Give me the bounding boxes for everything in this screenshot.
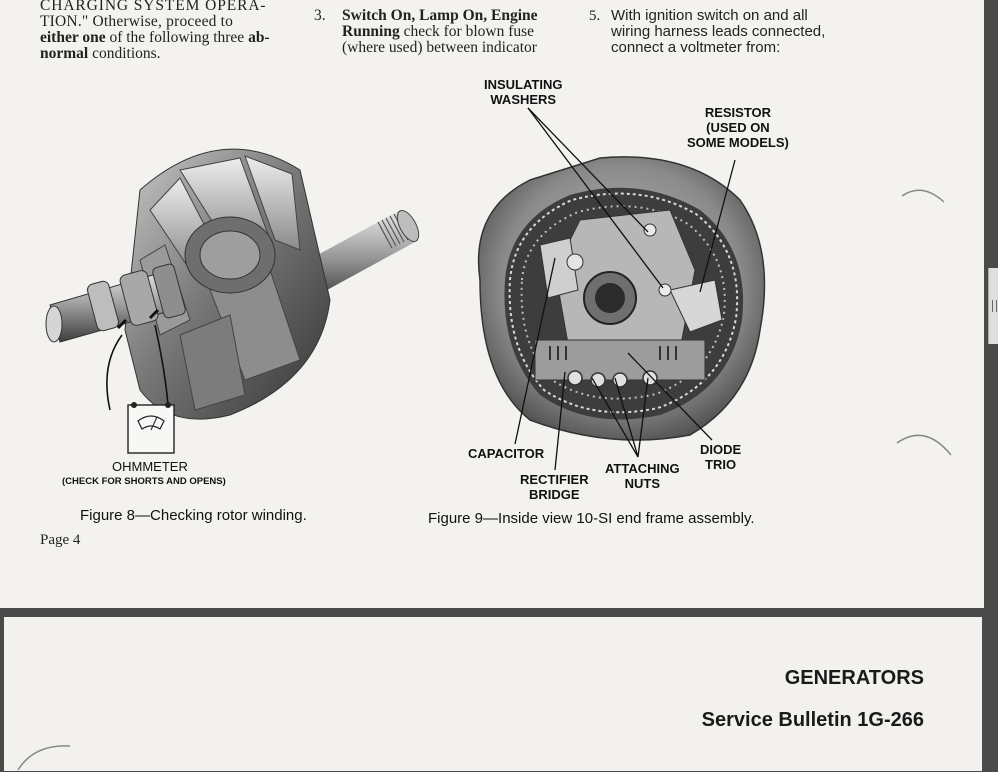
figure-8-caption: Figure 8—Checking rotor winding. xyxy=(80,507,307,524)
figure-9-caption: Figure 9—Inside view 10-SI end frame assembly. xyxy=(428,510,755,527)
text-line: 5. With ignition switch on and all xyxy=(589,7,808,24)
text-line: 3. Switch On, Lamp On, Engine xyxy=(314,7,538,24)
bulletin-number: Service Bulletin 1G-266 xyxy=(701,709,924,731)
label-insulating-washers: INSULATING WASHERS xyxy=(484,77,563,107)
scrollbar-grip-icon[interactable] xyxy=(992,300,997,312)
text-line: wiring harness leads connected, xyxy=(611,23,826,40)
text-line: Running check for blown fuse xyxy=(342,23,535,40)
ohmmeter-sublabel: (CHECK FOR SHORTS AND OPENS) xyxy=(62,476,226,487)
punch-hole-mark xyxy=(14,732,74,772)
text-line: (where used) between indicator xyxy=(342,39,537,56)
text-line: either one of the following three ab- xyxy=(40,29,270,46)
label-capacitor: CAPACITOR xyxy=(468,446,545,461)
text-line: TION." Otherwise, proceed to xyxy=(40,13,234,30)
text-line: connect a voltmeter from: xyxy=(611,39,781,56)
label-diode-trio: DIODE TRIO xyxy=(700,442,742,472)
punch-hole-mark xyxy=(900,182,950,222)
ohmmeter-label: OHMMETER xyxy=(112,459,188,474)
section-title: GENERATORS xyxy=(784,667,924,689)
next-document-page xyxy=(4,617,982,771)
label-attaching-nuts: ATTACHING NUTS xyxy=(605,461,680,491)
page-number: Page 4 xyxy=(40,532,81,548)
text-line: normal conditions. xyxy=(40,45,161,62)
text-line: CHARGING SYSTEM OPERA- xyxy=(40,0,267,14)
label-resistor: RESISTOR (USED ON SOME MODELS) xyxy=(687,105,789,150)
label-rectifier-bridge: RECTIFIER BRIDGE xyxy=(520,472,589,502)
punch-hole-mark xyxy=(895,425,955,475)
